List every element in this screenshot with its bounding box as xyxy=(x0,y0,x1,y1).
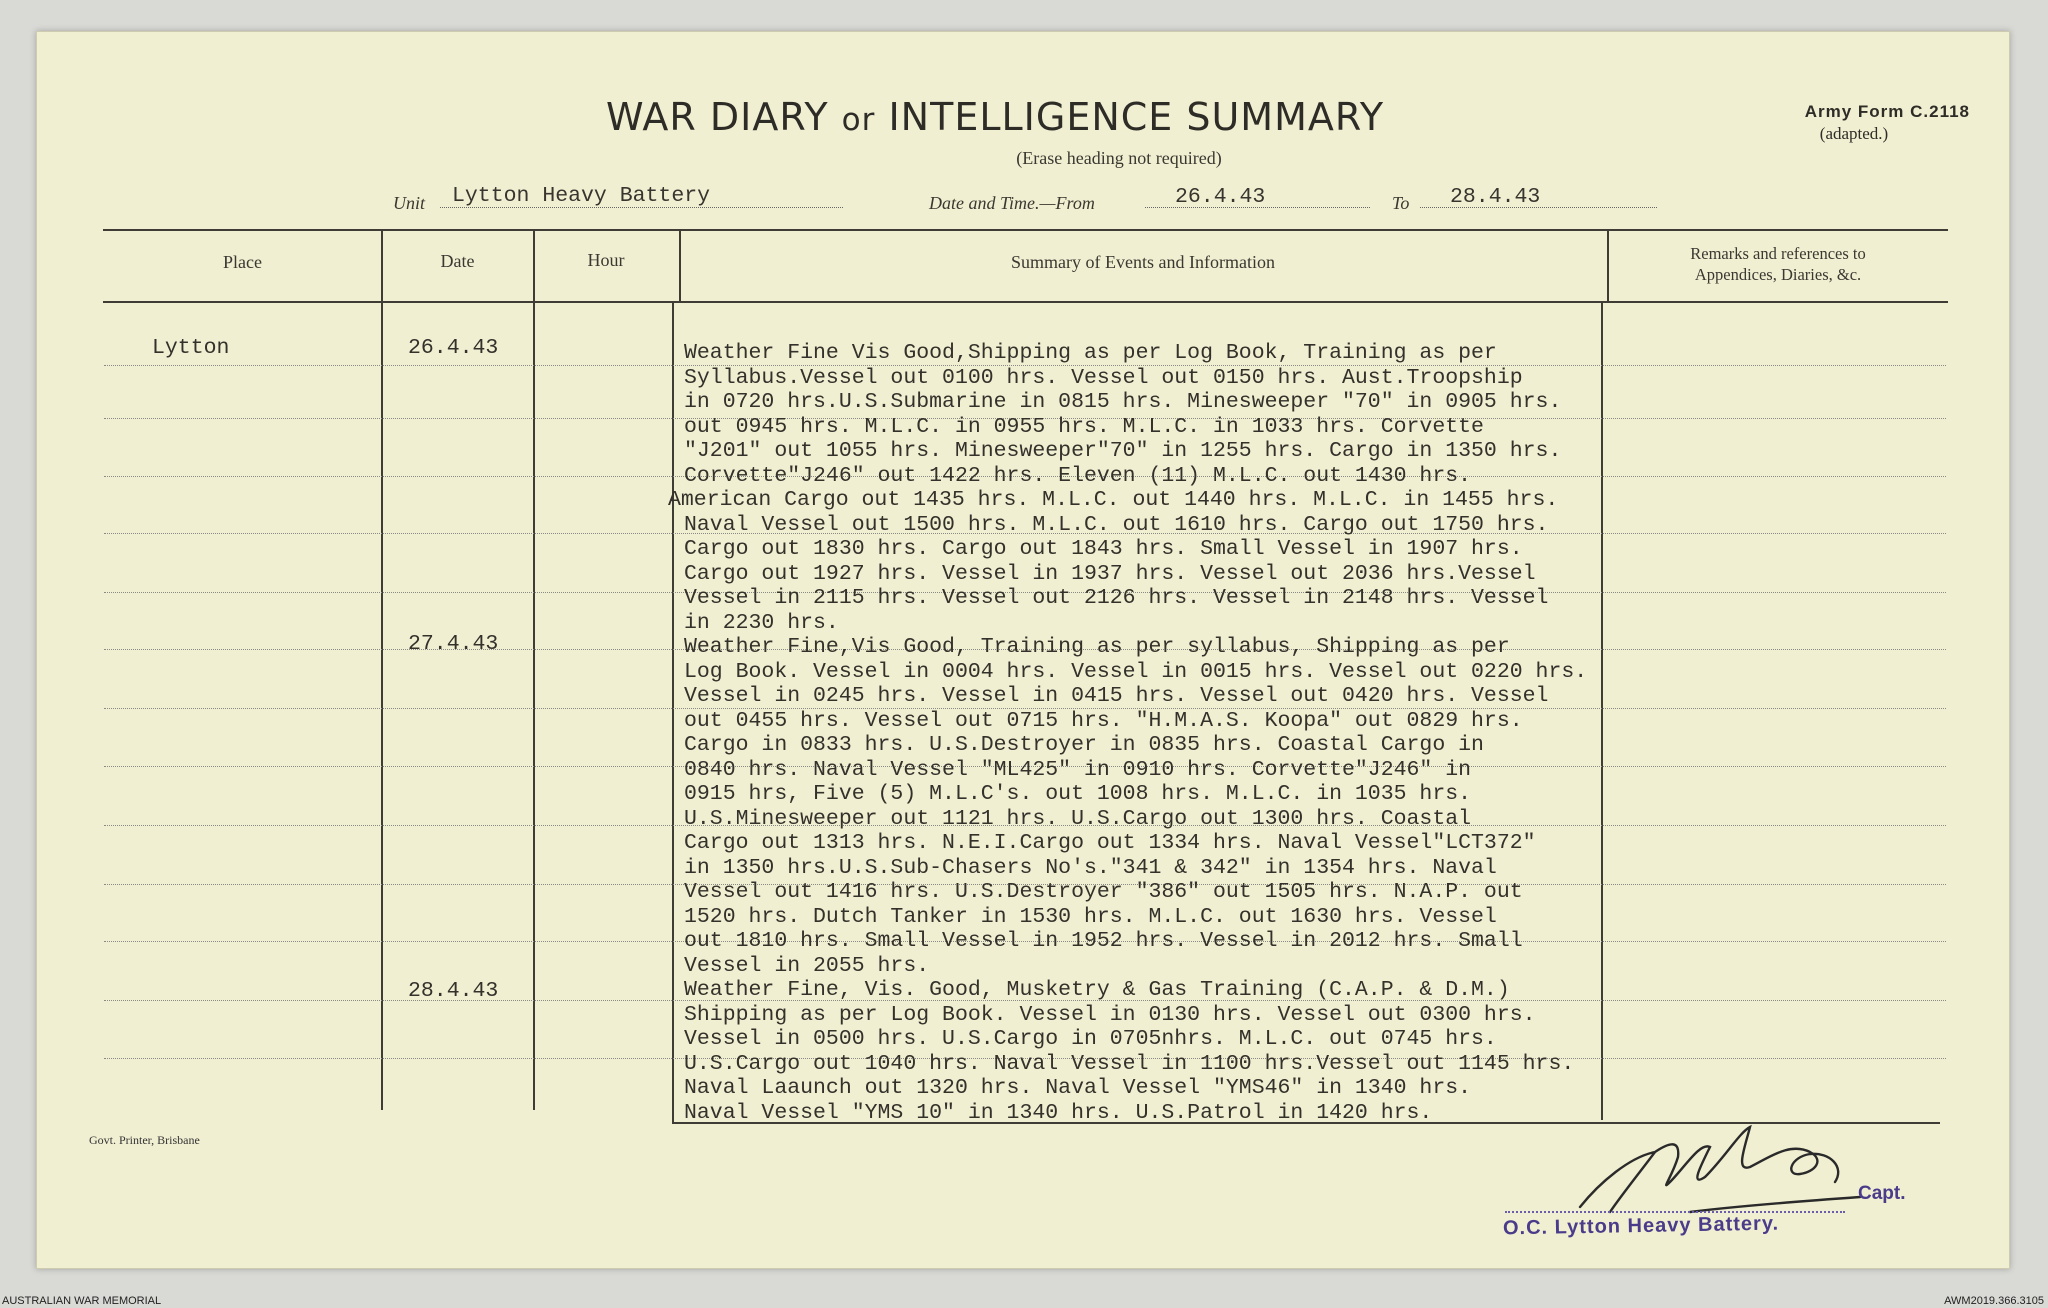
printer-imprint: Govt. Printer, Brisbane xyxy=(89,1133,200,1147)
summary-line: Naval Laaunch out 1320 hrs. Naval Vessel "YMS46" in 1340 hrs. xyxy=(684,1076,1472,1100)
handwritten-signature xyxy=(1560,1112,1890,1222)
remarks-header-line-2: Appendices, Diaries, &c. xyxy=(1694,265,1862,284)
header-bottom-rule xyxy=(103,301,1948,303)
summary-line: "J201" out 1055 hrs. Minesweeper"70" in 1255 hrs. Cargo in 1350 hrs. xyxy=(684,439,1562,463)
summary-line: Cargo in 0833 hrs. U.S.Destroyer in 0835 hrs. Coastal Cargo in xyxy=(684,733,1484,757)
summary-line: Shipping as per Log Book. Vessel in 0130 hrs. Vessel out 0300 hrs. xyxy=(684,1002,1536,1027)
stamp-rank: Capt. xyxy=(1858,1183,1906,1204)
summary-line: Weather Fine,Vis Good, Training as per syllabus, Shipping as per xyxy=(684,635,1510,659)
summary-line: American Cargo out 1435 hrs. M.L.C. out 1440 hrs. M.L.C. in 1455 hrs. xyxy=(668,488,1559,512)
army-form-adapted: (adapted.) xyxy=(1819,124,1889,143)
from-date: 26.4.43 xyxy=(1175,185,1266,209)
summary-line: U.S.Cargo out 1040 hrs. Naval Vessel in 1100 hrs.Vessel out 1145 hrs. xyxy=(684,1051,1575,1076)
summary-line: in 1350 hrs.U.S.Sub-Chasers No's."341 & 342" in 1354 hrs. Naval xyxy=(684,855,1497,880)
divider-summary-remarks xyxy=(1601,302,1603,1120)
column-header-date: Date xyxy=(440,251,475,271)
summary-line: in 2230 hrs. xyxy=(684,610,839,635)
summary-line: Log Book. Vessel in 0004 hrs. Vessel in 0015 hrs. Vessel out 0220 hrs. xyxy=(684,659,1588,684)
column-header-hour: Hour xyxy=(587,250,625,270)
summary-line: Vessel in 0245 hrs. Vessel in 0415 hrs. Vessel out 0420 hrs. Vessel xyxy=(684,684,1549,708)
summary-line: 0840 hrs. Naval Vessel "ML425" in 0910 hrs. Corvette"J246" in xyxy=(684,757,1472,782)
summary-line: Vessel in 2115 hrs. Vessel out 2126 hrs. Vessel in 2148 hrs. Vessel xyxy=(684,586,1549,610)
table-top-rule xyxy=(103,229,1948,231)
army-form-number: Army Form C.2118 xyxy=(1804,102,1970,121)
summary-line: out 0945 hrs. M.L.C. in 0955 hrs. M.L.C. in 1033 hrs. Corvette xyxy=(684,414,1484,439)
stamp-dotted-line xyxy=(1505,1211,1845,1213)
entry-place: Lytton xyxy=(152,336,230,360)
entry-date: 27.4.43 xyxy=(408,632,499,656)
summary-line: Cargo out 1927 hrs. Vessel in 1937 hrs. Vessel out 2036 hrs.Vessel xyxy=(684,561,1536,586)
column-header-place: Place xyxy=(223,252,262,272)
entry-date: 26.4.43 xyxy=(408,336,499,360)
title-or: or xyxy=(841,102,876,138)
summary-line: U.S.Minesweeper out 1121 hrs. U.S.Cargo out 1300 hrs. Coastal xyxy=(684,806,1472,831)
summary-line: out 0455 hrs. Vessel out 0715 hrs. "H.M.A.S. Koopa" out 0829 hrs. xyxy=(684,708,1523,733)
summary-line: out 1810 hrs. Small Vessel in 1952 hrs. Vessel in 2012 hrs. Small xyxy=(684,929,1523,953)
summary-line: Naval Vessel out 1500 hrs. M.L.C. out 1610 hrs. Cargo out 1750 hrs. xyxy=(684,512,1549,537)
title-intelligence-summary: INTELLIGENCE SUMMARY xyxy=(888,95,1385,139)
to-label: To xyxy=(1392,193,1410,213)
divider-date-hour xyxy=(533,230,535,1110)
archive-credit: AUSTRALIAN WAR MEMORIAL xyxy=(2,1295,162,1307)
erase-heading-note: (Erase heading not required) xyxy=(1016,148,1222,168)
title-war-diary: WAR DIARY xyxy=(605,95,829,139)
remarks-header-line-1: Remarks and references to xyxy=(1690,244,1866,263)
summary-line: Naval Vessel "YMS 10" in 1340 hrs. U.S.Patrol in 1420 hrs. xyxy=(684,1100,1433,1125)
divider-hour-summary xyxy=(672,302,674,1122)
summary-line: Corvette"J246" out 1422 hrs. Eleven (11) M.L.C. out 1430 hrs. xyxy=(684,463,1472,488)
summary-line: 1520 hrs. Dutch Tanker in 1530 hrs. M.L.C. out 1630 hrs. Vessel xyxy=(684,904,1497,929)
stamp-officer-title: O.C. Lytton Heavy Battery. xyxy=(1502,1212,1780,1240)
column-header-remarks xyxy=(1608,243,1948,285)
summary-line: 0915 hrs, Five (5) M.L.C's. out 1008 hrs. M.L.C. in 1035 hrs. xyxy=(684,782,1472,806)
date-time-label: Date and Time.—From xyxy=(929,193,1095,213)
divider-place-date xyxy=(381,230,383,1110)
page-title xyxy=(0,95,1990,139)
summary-line: Syllabus.Vessel out 0100 hrs. Vessel out 0150 hrs. Aust.Troopship xyxy=(684,365,1523,390)
unit-value: Lytton Heavy Battery xyxy=(452,184,711,208)
summary-line: Vessel in 2055 hrs. xyxy=(684,953,930,978)
summary-line: in 0720 hrs.U.S.Submarine in 0815 hrs. Minesweeper "70" in 0905 hrs. xyxy=(684,390,1562,414)
summary-line: Vessel in 0500 hrs. U.S.Cargo in 0705nhrs. M.L.C. out 0745 hrs. xyxy=(684,1027,1497,1051)
unit-label: Unit xyxy=(393,193,426,213)
column-header-summary: Summary of Events and Information xyxy=(1011,252,1275,272)
summary-line: Cargo out 1313 hrs. N.E.I.Cargo out 1334 hrs. Naval Vessel"LCT372" xyxy=(684,831,1536,855)
summary-line: Cargo out 1830 hrs. Cargo out 1843 hrs. Small Vessel in 1907 hrs. xyxy=(684,537,1523,561)
summary-line: Weather Fine, Vis. Good, Musketry & Gas Training (C.A.P. & D.M.) xyxy=(684,978,1510,1002)
summary-line: Weather Fine Vis Good,Shipping as per Log Book, Training as per xyxy=(684,341,1497,365)
to-date: 28.4.43 xyxy=(1450,185,1541,209)
entry-date: 28.4.43 xyxy=(408,979,499,1003)
archive-reference: AWM2019.366.3105 xyxy=(1944,1295,2044,1307)
summary-line: Vessel out 1416 hrs. U.S.Destroyer "386" out 1505 hrs. N.A.P. out xyxy=(684,880,1523,904)
